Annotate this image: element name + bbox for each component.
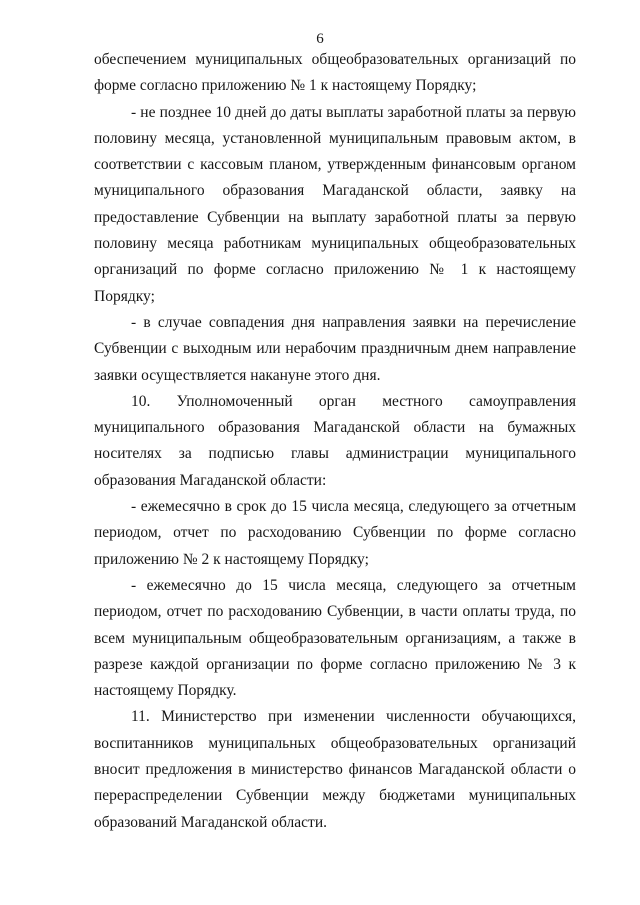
- paragraph-bullet-report-2: - ежемесячно в срок до 15 числа месяца, следующего за отчетным периодом, отчет по расходованию Субвенции по форме согласно приложению № 2 к настоящему Порядку;: [94, 498, 576, 568]
- paragraph-item-10: 10. Уполномоченный орган местного самоуправления муниципального образования Магаданской области на бумажных носителях за подписью главы администрации муниципального образования Магаданской области:: [94, 392, 576, 489]
- page-number: 6: [316, 31, 324, 47]
- paragraph-bullet-deadline: - не позднее 10 дней до даты выплаты заработной платы за первую половину месяца, установленной муниципальным правовым актом, в соответствии с кассовым планом, утвержденным финансовым органом муниципального образования Магаданской области, заявку на предоставление Субвенции на выплату заработной платы за первую половину месяца работникам муниципальных общеобразовательных организаций по форме согласно приложению № 1 к настоящему Порядку;: [94, 103, 576, 305]
- paragraph-bullet-holiday: - в случае совпадения дня направления заявки на перечисление Субвенции с выходным или нерабочим праздничным днем направление заявки осуществляется накануне этого дня.: [94, 313, 576, 384]
- paragraph-bullet-report-3: - ежемесячно до 15 числа месяца, следующего за отчетным периодом, отчет по расходованию Субвенции, в части оплаты труда, по всем муниципальным общеобразовательным организациям, а также в разрезе каждой организации по форме согласно приложению № 3 к настоящему Порядку.: [94, 576, 576, 700]
- document-body: [94, 47, 576, 836]
- paragraph-item-11: 11. Министерство при изменении численности обучающихся, воспитанников муниципальных общеобразовательных организаций вносит предложения в министерство финансов Магаданской области о перераспределении Субвенции между бюджетами муниципальных образований Магаданской области.: [94, 708, 576, 831]
- paragraph-continuation: обеспечением муниципальных общеобразовательных организаций по форме согласно приложению № 1 к настоящему Порядку;: [94, 51, 576, 95]
